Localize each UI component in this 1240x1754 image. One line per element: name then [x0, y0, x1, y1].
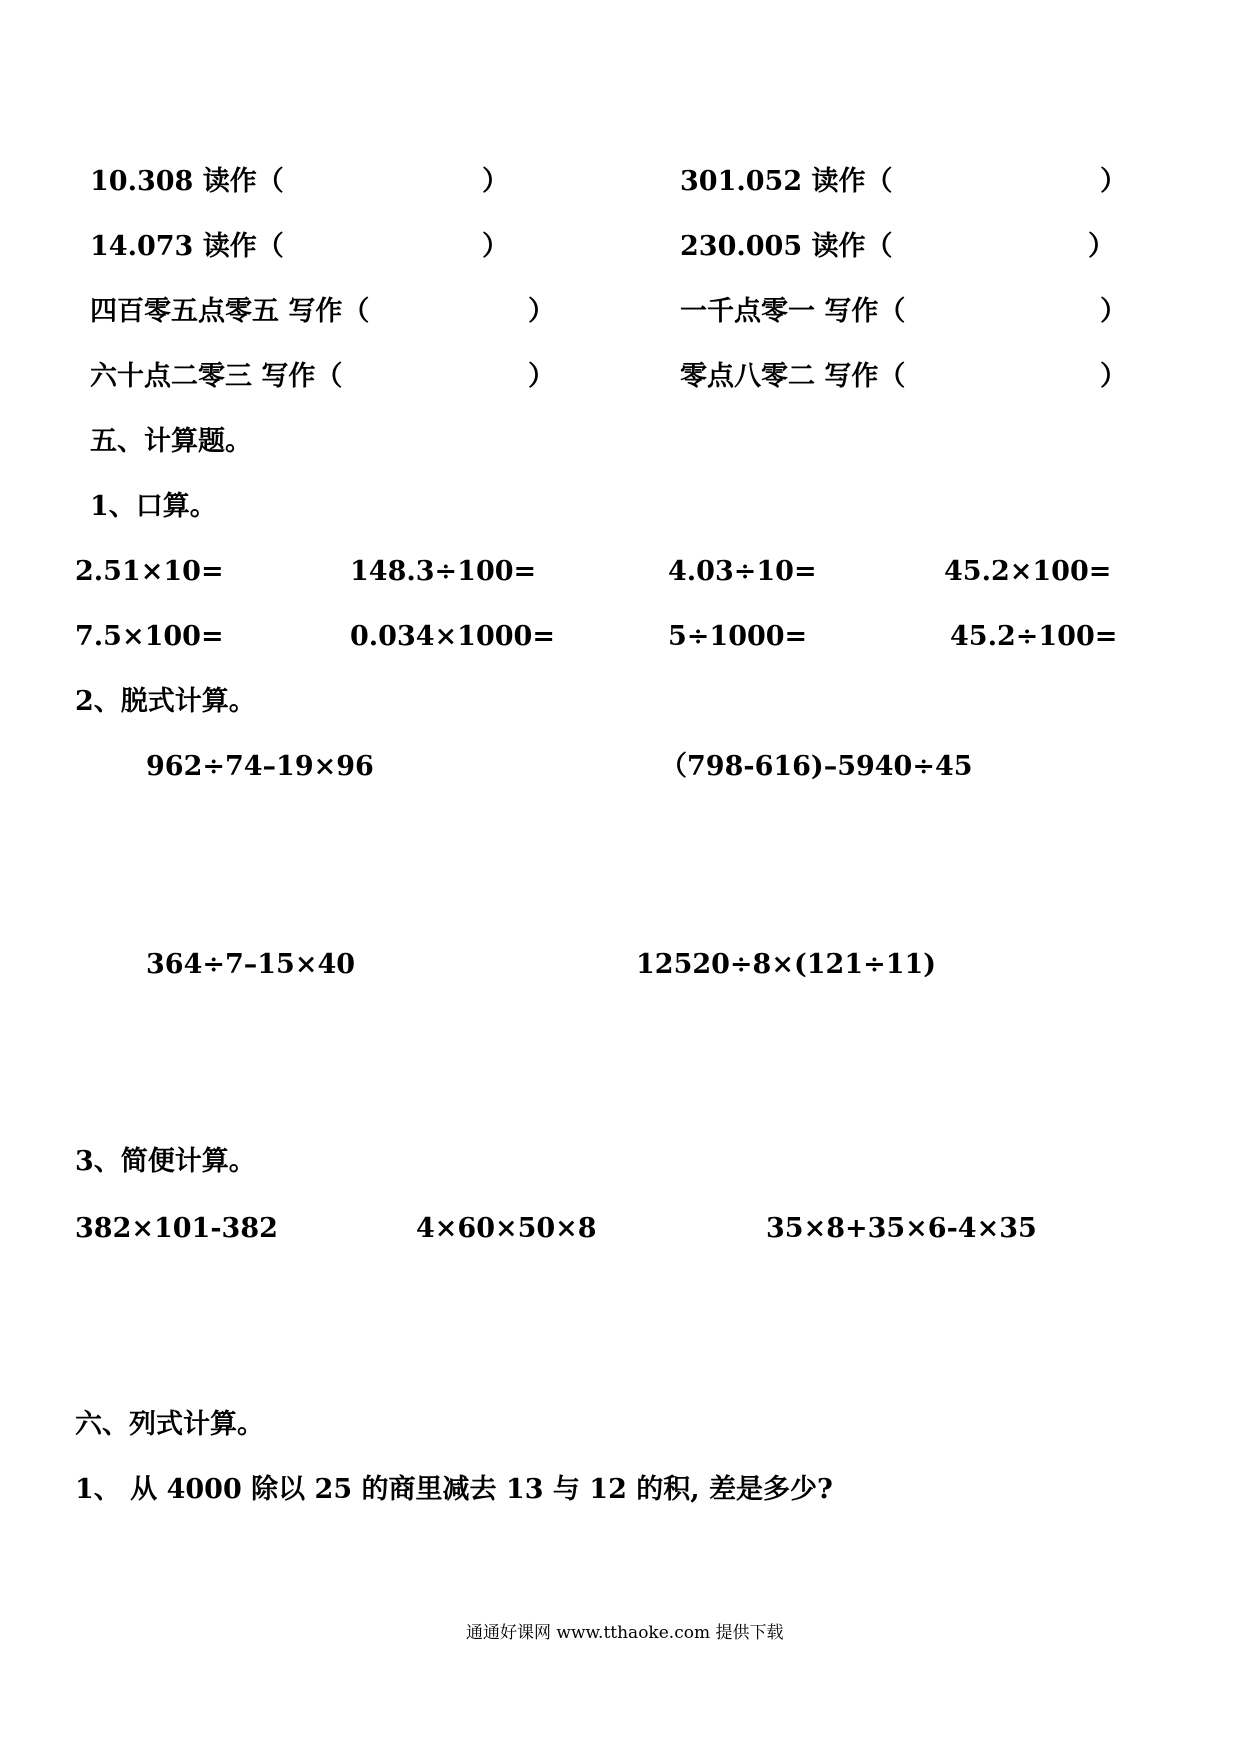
oral-calc-title: 1、口算。	[90, 491, 217, 522]
answer-blank-close: ）	[482, 231, 509, 262]
answer-blank-close: ）	[482, 166, 509, 197]
write-item-60.203: 六十点二零三 写作（	[90, 361, 343, 392]
answer-blank-close: ）	[1100, 296, 1127, 327]
section-6-title: 六、列式计算。	[75, 1409, 264, 1440]
answer-blank-close: ）	[1100, 361, 1127, 392]
read-item-10.308: 10.308 读作（	[90, 166, 284, 197]
word-problem-1: 1、 从 4000 除以 25 的商里减去 13 与 12 的积, 差是多少?	[75, 1474, 833, 1505]
read-item-230.005: 230.005 读作（	[680, 231, 893, 262]
footer-source-text: 通通好课网 www.tthaoke.com 提供下载	[466, 1623, 784, 1643]
read-item-301.052: 301.052 读作（	[680, 166, 893, 197]
oral-calc-item: 148.3÷100=	[350, 556, 537, 587]
written-calc-item: 364÷7–15×40	[146, 949, 356, 980]
write-item-1000.01: 一千点零一 写作（	[680, 296, 906, 327]
answer-blank-close: ）	[528, 296, 555, 327]
write-item-0.802: 零点八零二 写作（	[680, 361, 906, 392]
read-item-14.073: 14.073 读作（	[90, 231, 284, 262]
simple-calc-item: 382×101-382	[75, 1213, 278, 1244]
oral-calc-item: 4.03÷10=	[668, 556, 817, 587]
answer-blank-close: ）	[1088, 231, 1115, 262]
simple-calc-item: 4×60×50×8	[416, 1213, 597, 1244]
oral-calc-item: 7.5×100=	[75, 621, 224, 652]
simple-calc-title: 3、简便计算。	[75, 1146, 256, 1177]
written-calc-title: 2、脱式计算。	[75, 686, 256, 717]
oral-calc-item: 2.51×10=	[75, 556, 224, 587]
answer-blank-close: ）	[1100, 166, 1127, 197]
oral-calc-item: 0.034×1000=	[350, 621, 555, 652]
oral-calc-item: 5÷1000=	[668, 621, 808, 652]
oral-calc-item: 45.2×100=	[944, 556, 1112, 587]
write-item-405.05: 四百零五点零五 写作（	[90, 296, 370, 327]
oral-calc-item: 45.2÷100=	[950, 621, 1118, 652]
written-calc-item: 12520÷8×(121÷11)	[636, 949, 937, 980]
section-5-title: 五、计算题。	[90, 426, 252, 457]
written-calc-item: 962÷74–19×96	[146, 751, 374, 782]
simple-calc-item: 35×8+35×6-4×35	[766, 1213, 1037, 1244]
answer-blank-close: ）	[528, 361, 555, 392]
written-calc-item: （798-616)–5940÷45	[660, 751, 973, 782]
